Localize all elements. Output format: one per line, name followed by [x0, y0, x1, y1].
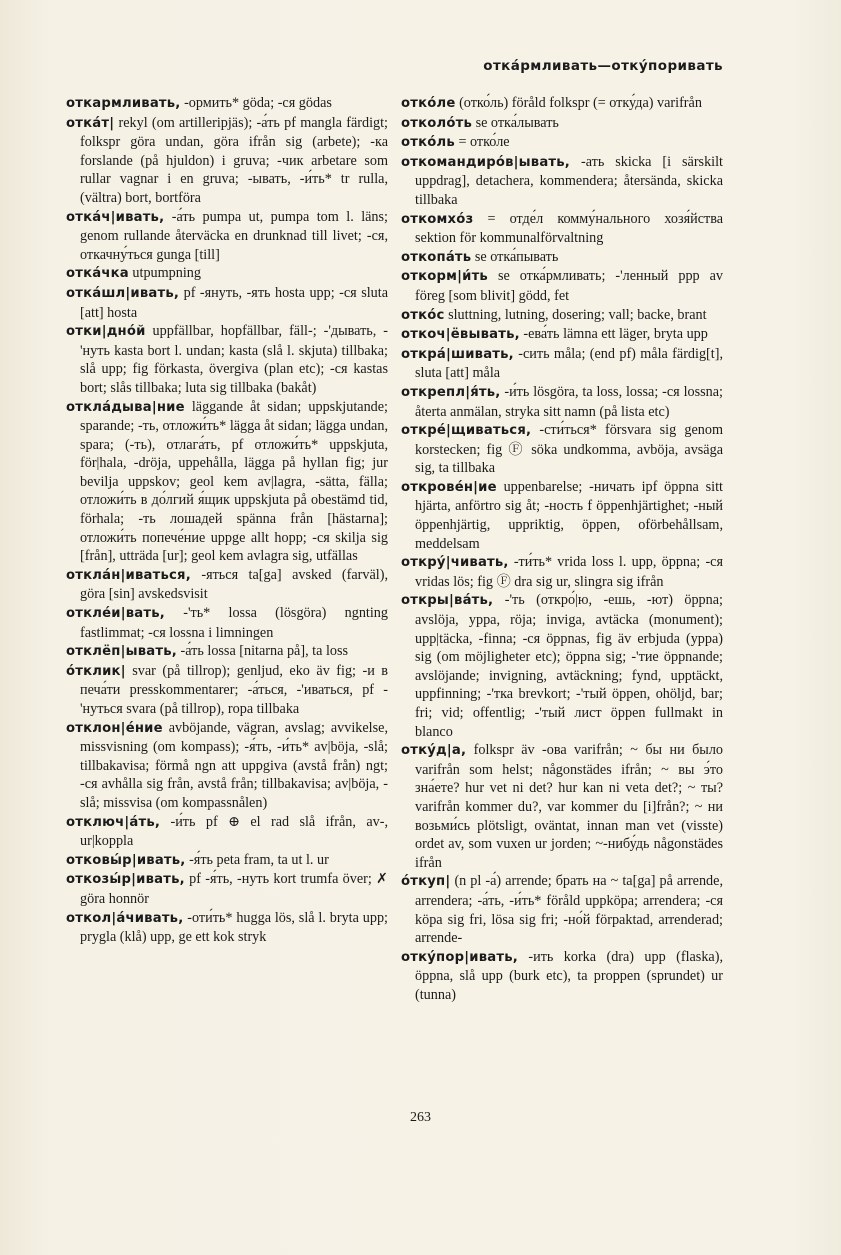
- entry-headword: открове́н|ие: [401, 479, 497, 495]
- dictionary-entry: [401, 325, 723, 345]
- entry-headword: отки|дно́й: [66, 324, 146, 340]
- entry-headword: отко́с: [401, 307, 445, 323]
- entry-headword: отку́пор|ивать,: [401, 949, 518, 965]
- dictionary-entry: [401, 741, 723, 872]
- dictionary-entry: [66, 114, 388, 208]
- dictionary-entry: [401, 94, 723, 114]
- entry-headword: отка́шл|ивать,: [66, 285, 180, 301]
- entry-headword: отклон|е́ние: [66, 720, 163, 736]
- dictionary-entry: [401, 133, 723, 153]
- dictionary-entry: [66, 566, 388, 604]
- entry-headword: открепл|я́ть,: [401, 384, 501, 400]
- entry-definition: avböjande, vägran, avslag; avvikelse, missvisning (om kompass); -я́ть, -и́ть* av|böja, -slå; tillbakavisa; förmå ngn att uppgiva (avstå från) ngt; -ся avhålla sig från, avstå från; tillbakavisa; av|böja, -slå; missvisa (om kompassnålen): [80, 719, 388, 811]
- entry-definition: -ти́ть* vrida loss l. upp, öppna; -ся vridas lös; fig Ⓕ dra sig ur, slingra sig ifrån: [415, 554, 723, 590]
- dictionary-entry: [401, 153, 723, 210]
- entry-headword: отка́чка: [66, 266, 129, 282]
- dictionary-entry: [401, 421, 723, 478]
- entry-headword: откла́н|иваться,: [66, 567, 191, 583]
- dictionary-entry: [66, 94, 388, 114]
- dictionary-entry: [401, 948, 723, 1005]
- entry-definition: -а́ть lossa [nitarna på], ta loss: [176, 643, 349, 660]
- dictionary-entry: [401, 872, 723, 947]
- dictionary-entry: [401, 553, 723, 591]
- dictionary-entry: [401, 591, 723, 741]
- entry-definition: = отде́л комму́нального хозя́йства sektion för kommunalförvaltning: [415, 210, 723, 247]
- entry-definition: (отко́ль) föråld folkspr (= отку́да) varifrån: [455, 95, 702, 111]
- entry-headword: откру́|чивать,: [401, 555, 509, 571]
- entry-definition: -яться ta[ga] avsked (farväl), göra [sin] avskedsvisit: [80, 566, 388, 603]
- entry-headword: отковы́р|ивать,: [66, 852, 186, 868]
- entry-headword: о́ткуп|: [401, 874, 451, 890]
- entry-definition: -сить måla; (end pf) måla färdig[t], sluta [att] måla: [415, 345, 723, 382]
- dictionary-entry: [401, 114, 723, 134]
- entry-definition: -и́ть lösgöra, ta loss, lossa; -ся lossna; återta anmälan, stryka sitt namn (på lista etc): [415, 383, 723, 420]
- dictionary-entry: [66, 662, 388, 719]
- entry-headword: откол|а́чивать,: [66, 910, 184, 926]
- entry-definition: pf -я́ть, -нуть kort trumfa över; ✗ göra honnör: [80, 871, 388, 907]
- left-column: [66, 94, 388, 947]
- dictionary-entry: [401, 248, 723, 268]
- right-column: [401, 94, 723, 1005]
- dictionary-entry: [66, 813, 388, 851]
- dictionary-entry: [66, 264, 388, 284]
- dictionary-entry: [66, 322, 388, 397]
- entry-definition: utpumpning: [128, 265, 201, 282]
- entry-headword: откоч|ёвывать,: [401, 327, 520, 343]
- entry-headword: отклёп|ывать,: [66, 644, 177, 660]
- entry-headword: отко́ле: [401, 96, 456, 111]
- dictionary-entry: [66, 398, 388, 566]
- entry-headword: отка́т|: [66, 115, 115, 131]
- dictionary-entry: [401, 267, 723, 305]
- dictionary-entry: [66, 284, 388, 322]
- dictionary-entry: [66, 642, 388, 662]
- entry-headword: откомхо́з: [401, 211, 474, 227]
- entry-headword: откры|ва́ть,: [401, 593, 494, 609]
- running-head: отка́рмливать—отку́поривать: [483, 58, 723, 74]
- entry-headword: отключ|а́ть,: [66, 814, 161, 830]
- dictionary-entry: [66, 909, 388, 947]
- entry-definition: -ормить* göda; -ся gödas: [180, 95, 332, 111]
- dictionary-entry: [401, 383, 723, 421]
- entry-definition: pf -януть, -ять hosta upp; -ся sluta [att] hosta: [80, 284, 388, 321]
- entry-definition: sluttning, lutning, dosering; vall; backe, brant: [444, 306, 707, 323]
- dictionary-entry: [66, 604, 388, 642]
- dictionary-entry: [66, 851, 388, 871]
- entry-definition: läggande åt sidan; uppskjutande; sparande; -ть, отложи́ть* lägga åt sidan; lägga undan, spara; (-ть), отлага́ть, pf отложи́ть* uppskjuta, för|hala, -dröja, uppehålla, lägga på hyllan fig; jur bevilja uppskov; geol kem av|lagra, -sätta, fälla; отложи́ть в до́лгий я́щик uppskjuta på obestämd tid, förhala; -ть лошадей spänna från [hästarna]; отложи́ть попече́ние uppge allt hopp; -ся skilja sig [från], utträda [ur]; geol kem avlagra sig, utfällas: [80, 398, 388, 565]
- entry-definition: -ева́ть lämna ett läger, bryta upp: [519, 326, 708, 343]
- entry-headword: откла́дыва|ние: [66, 399, 185, 415]
- entry-headword: отку́д|а,: [401, 743, 467, 759]
- entry-definition: -а́ть pumpa ut, pumpa tom l. läns; genom rullande återväcka en drunknad till livet; -ся, откачну́ться gunga [till]: [80, 208, 388, 263]
- entry-definition: -'ть* lossa (lösgöra) ngnting fastlimmat; -ся lossna i limningen: [80, 605, 388, 641]
- entry-definition: svar (på tillrop); genljud, eko äv fig; -и в печа́ти presskommentarer; -а́ться, -'иваться, pf -'нуться svara (på tillrop), ropa tillbaka: [80, 662, 388, 717]
- entry-definition: -я́ть peta fram, ta ut l. ur: [185, 851, 329, 868]
- entry-definition: -и́ть pf ⊕ el rad slå ifrån, av-, ur|koppla: [80, 813, 388, 850]
- entry-definition: -оти́ть* hugga lös, slå l. bryta upp; prygla (klå) upp, ge ett kok stryk: [80, 909, 388, 946]
- entry-headword: откармливать,: [66, 96, 181, 111]
- entry-definition: -сти́ться* försvara sig genom korstecken; fig Ⓕ söka undkomma, avböja, avsäga sig, ta tillbaka: [415, 422, 723, 477]
- entry-headword: откозы́р|ивать,: [66, 872, 185, 888]
- entry-definition: -'ть (откро́|ю, -ешь, -ют) öppna; avslöja, yppa, röja; inviga, avtäcka (monument); upp|täcka, -finna; -ся öppnas, fig äv erbjuda (yppa) sig (om möjligheter etc); öppna sig; -'тие öppnande; avslöjande; invigning, avtäckning; fynd, upptäckt, uppfinning; -'тка brevkort; -'тый öppen, ohöljd, bar; fri; vid; offentlig; -'тый лист öppen fullmakt in blanco: [415, 592, 723, 740]
- entry-definition: folkspr äv -ова varifrån; ~ бы ни было varifrån som helst; någonstädes ifrån; ~ вы э́то зна́ете? hur vet ni det? hur kan ni veta det?; ~ ты? varifrån kommer du?, var kommer du [i]från?; ~ ни возьми́сь plötsligt, oväntat, innan man vet (visste) ordet av, som vuxen ur jorden; ~-нибу́дь någonstädes ifrån: [415, 742, 723, 871]
- entry-headword: откорм|и́ть: [401, 269, 488, 285]
- entry-definition: se отка́пывать: [471, 248, 559, 265]
- entry-headword: откопа́ть: [401, 249, 472, 265]
- entry-headword: откле́и|вать,: [66, 606, 165, 622]
- dictionary-entry: [66, 208, 388, 265]
- page-number: 263: [410, 1110, 431, 1125]
- entry-headword: о́тклик|: [66, 663, 126, 679]
- entry-definition: (n pl -а́) arrende; брать на ~ ta[ga] på arrende, arrendera; -а́ть, -и́ть* föråld uppköpa; arrendera; -ся köpa sig fri, lösa sig fri; -но́й förpaktad, arrenderad; arrende-: [415, 873, 723, 947]
- entry-definition: uppfällbar, hopfällbar, fäll-; -'дывать, -'нуть kasta bort l. undan; kasta (slå l. skjuta) tillbaka; slå upp; fig förkasta, övergiva (plan etc); -ся kastas bort; slås tillbaka; luta sig tillbaka (bakåt): [80, 323, 388, 396]
- entry-headword: отколо́ть: [401, 115, 473, 131]
- dictionary-entry: [401, 210, 723, 248]
- entry-definition: -ить korka (dra) upp (flaska), öppna, slå upp (burk etc), ta proppen (sprundet) ur (tunna): [415, 948, 723, 1003]
- entry-definition: se отка́лывать: [472, 114, 559, 131]
- entry-definition: = отко́ле: [454, 134, 510, 151]
- entry-definition: uppenbarelse; -ничать ipf öppna sitt hjärta, anförtro sig åt; -ность f öppenhjärtighet; -ный öppenhjärtig, uppriktig, öppen, oförbehållsam, meddelsam: [415, 478, 723, 552]
- entry-headword: откра́|шивать,: [401, 346, 514, 362]
- entry-definition: -ать skicka [i särskilt uppdrag], detachera, kommendera; återsända, skicka tillbaka: [415, 153, 723, 208]
- entry-headword: отко́ль: [401, 135, 455, 151]
- entry-headword: отка́ч|ивать,: [66, 209, 165, 225]
- dictionary-entry: [401, 306, 723, 326]
- dictionary-entry: [66, 870, 388, 908]
- dictionary-entry: [401, 345, 723, 383]
- entry-definition: se отка́рмливать; -'ленный ppp av föreg [som blivit] gödd, fet: [415, 268, 723, 304]
- entry-headword: откре́|щиваться,: [401, 423, 532, 439]
- entry-headword: откомандиро́в|ывать,: [401, 154, 571, 170]
- dictionary-entry: [401, 478, 723, 553]
- dictionary-entry: [66, 719, 388, 813]
- entry-definition: rekyl (om artilleripjäs); -а́ть pf mangla färdigt; folkspr göra undan, göra ifrån sig (arbete); -ка forslande (på hjuldon) i gruva; -чик arbetare som rullar vagnar i en gruva; -ывать, -и́ть* tr rulla, (vältra) bort, bortföra: [80, 114, 388, 206]
